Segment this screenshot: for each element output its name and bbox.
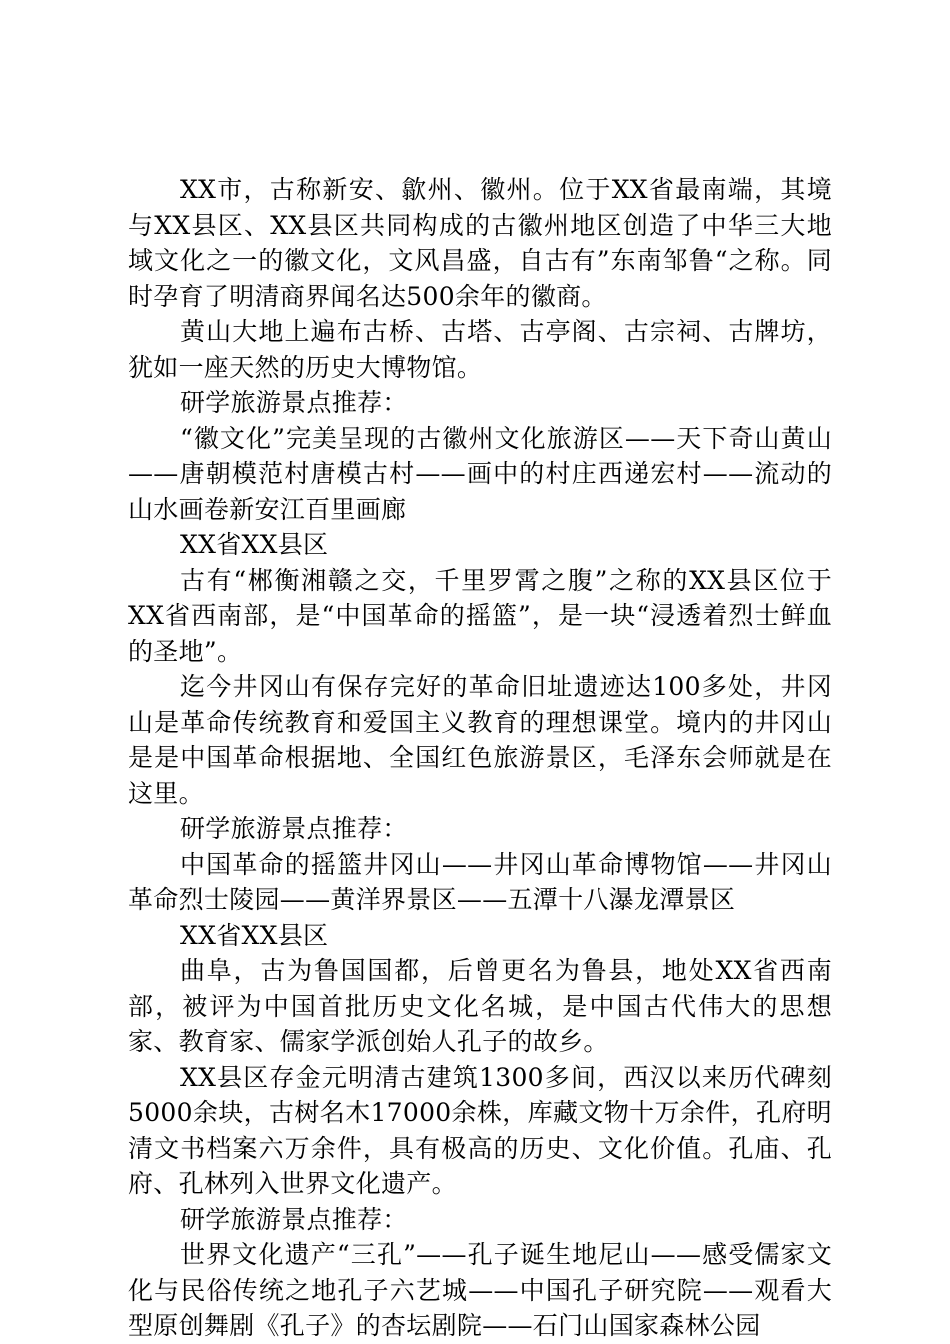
paragraph-jinggangshan-intro: 古有“郴衡湘赣之交，千里罗霄之腹”之称的XX县区位于XX省西南部，是“中国革命的摇篮”，是一块“浸透着烈士鲜血的圣地”。 [128,565,832,666]
paragraph-qufu-intro: 曲阜，古为鲁国国都，后曾更名为鲁县，地处XX省西南部，被评为中国首批历史文化名城，是中国古代伟大的思想家、教育家、儒家学派创始人孔子的故乡。 [128,956,832,1056]
paragraph-recommend-heading-2: 研学旅游景点推荐： [180,814,408,843]
paragraph-huizhou-intro: XX市，古称新安、歙州、徽州。位于XX省最南端，其境与XX县区、XX县区共同构成的古徽州地区创造了中华三大地域文化之一的徽文化，文风昌盛，自古有”东南邹鲁“之称。同时孕育了明清商界闻名达500余年的徽商。 [128,175,832,311]
paragraph-huangshan-heritage: 黄山大地上遍布古桥、古塔、古亭阁、古宗祠、古牌坊，犹如一座天然的历史大博物馆。 [128,317,832,382]
paragraph-jinggangshan-route: 中国革命的摇篮井冈山——井冈山革命博物馆——井冈山革命烈士陵园——黄洋界景区——五潭十八瀑龙潭景区 [128,849,832,914]
paragraph-jinggangshan-sites: 迄今井冈山有保存完好的革命旧址遗迹达100多处，井冈山是革命传统教育和爱国主义教育的理想课堂。境内的井冈山是是中国革命根据地、全国红色旅游景区，毛泽东会师就是在这里。 [128,672,832,808]
paragraph-recommend-heading-1: 研学旅游景点推荐： [180,388,408,417]
paragraph-huizhou-route: “徽文化”完美呈现的古徽州文化旅游区——天下奇山黄山——唐朝模范村唐模古村——画中的村庄西递宏村——流动的山水画卷新安江百里画廊 [128,423,832,524]
paragraph-section-heading-2: XX省XX县区 [180,530,329,559]
paragraph-section-heading-3: XX省XX县区 [180,920,329,950]
document-body [128,172,832,1344]
paragraph-qufu-heritage: XX县区存金元明清古建筑1300多间，西汉以来历代碑刻5000余块，古树名木17000余株，库藏文物十万余件，孔府明清文书档案六万余件，具有极高的历史、文化价值。孔庙、孔府、孔林列入世界文化遗产。 [128,1062,832,1198]
paragraph-recommend-heading-3: 研学旅游景点推荐： [180,1204,408,1234]
paragraph-qufu-route: 世界文化遗产“三孔”——孔子诞生地尼山——感受儒家文化与民俗传统之地孔子六艺城——中国孔子研究院——观看大型原创舞剧《孔子》的杏坛剧院——石门山国家森林公园 [128,1240,832,1340]
